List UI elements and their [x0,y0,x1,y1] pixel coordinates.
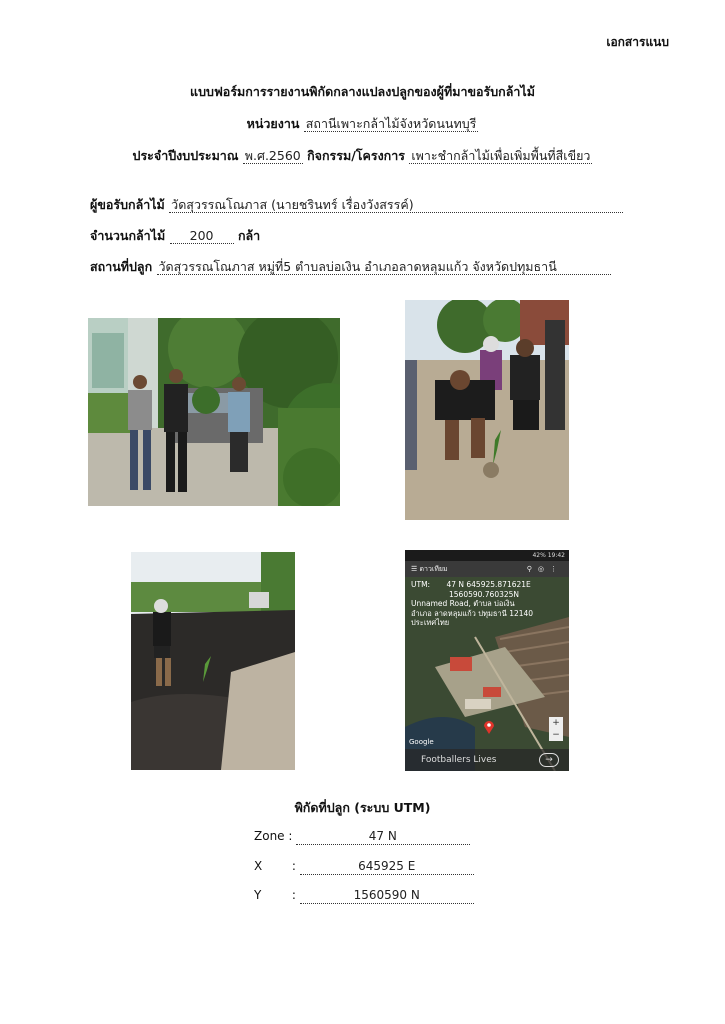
photo-planting-cyclists [405,300,569,520]
quantity-value: 200 [170,228,234,244]
fiscal-year: พ.ศ.2560 [244,148,301,163]
location-pin-icon [483,720,495,734]
map-type-label[interactable]: ดาวเทียม [419,565,448,573]
x-row [254,859,474,875]
zone-value: 47 N [296,829,470,845]
address-line1: Unnamed Road, ตำบล บ่อเงิน [411,599,515,608]
y-colon: : [291,888,296,902]
recipient-line [90,195,623,215]
x-colon: : [291,859,296,873]
search-icon[interactable]: ⚲ [526,565,538,573]
x-value: 645925 E [300,859,474,875]
zone-label: Zone : [254,829,293,843]
status-bar: 42% 19:42 [405,550,569,561]
photo-seedling-handover [88,318,340,506]
quantity-label: จำนวนกล้าไม้ [90,228,166,243]
menu-icon[interactable]: ☰ [411,565,418,573]
arrow-right-icon[interactable]: → [539,753,559,767]
utm-line2: 1560590.760325N [449,589,520,599]
location-label: สถานที่ปลูก [90,259,153,274]
fiscal-label: ประจำปีงบประมาณ [132,148,239,163]
map-toolbar [405,561,569,577]
address-line3: ประเทศไทย [411,618,450,627]
recipient-label: ผู้ขอรับกล้าไม้ [90,197,165,212]
y-label: Y [254,888,262,902]
address-line2: อำเภอ ลาดหลุมแก้ว ปทุมธานี 12140 [411,608,534,618]
fiscal-line [0,146,725,166]
location-value: วัดสุวรรณโณภาส หมู่ที่5 ตำบลบ่อเงิน อำเภอลาดหลุมแก้ว จังหวัดปทุมธานี [157,259,611,275]
y-value: 1560590 N [300,888,474,904]
activity-label: กิจกรรม/โครงการ [307,148,405,163]
ad-banner[interactable] [405,749,569,771]
recipient-value: วัดสุวรรณโณภาส (นายชรินทร์ เรื่องวังสรรค์) [169,197,623,213]
more-icon[interactable]: ⋮ [550,565,563,573]
activity-value: เพาะชำกล้าไม้เพื่อเพิ่มพื้นที่สีเขียว [411,148,591,163]
utm-label: UTM: [411,580,431,589]
form-title: แบบฟอร์มการรายงานพิกัดกลางแปลงปลูกของผู้ที่มาขอรับกล้าไม้ [190,84,535,99]
utm-line1: 47 N 645925.871621E [446,580,531,589]
locate-icon[interactable]: ◎ [537,565,550,573]
y-row [254,888,474,904]
attachment-label: เอกสารแนบ [606,35,669,49]
zoom-control[interactable]: + − [549,717,563,741]
google-logo: Google [409,738,434,746]
agency-value: สถานีเพาะกล้าไม้จังหวัดนนทบุรี [305,116,477,131]
quantity-unit: กล้า [237,228,261,243]
map-screenshot [405,550,569,771]
photo-planting-field [131,552,295,770]
utm-readout [411,580,567,628]
ad-banner-text: Footballers Lives [421,755,497,765]
quantity-line [90,226,260,246]
agency-line [0,114,725,134]
location-line [90,257,611,277]
coords-title: พิกัดที่ปลูก (ระบบ UTM) [294,800,431,815]
zone-row [254,829,470,845]
agency-label: หน่วยงาน [246,116,300,131]
x-label: X [254,859,263,873]
